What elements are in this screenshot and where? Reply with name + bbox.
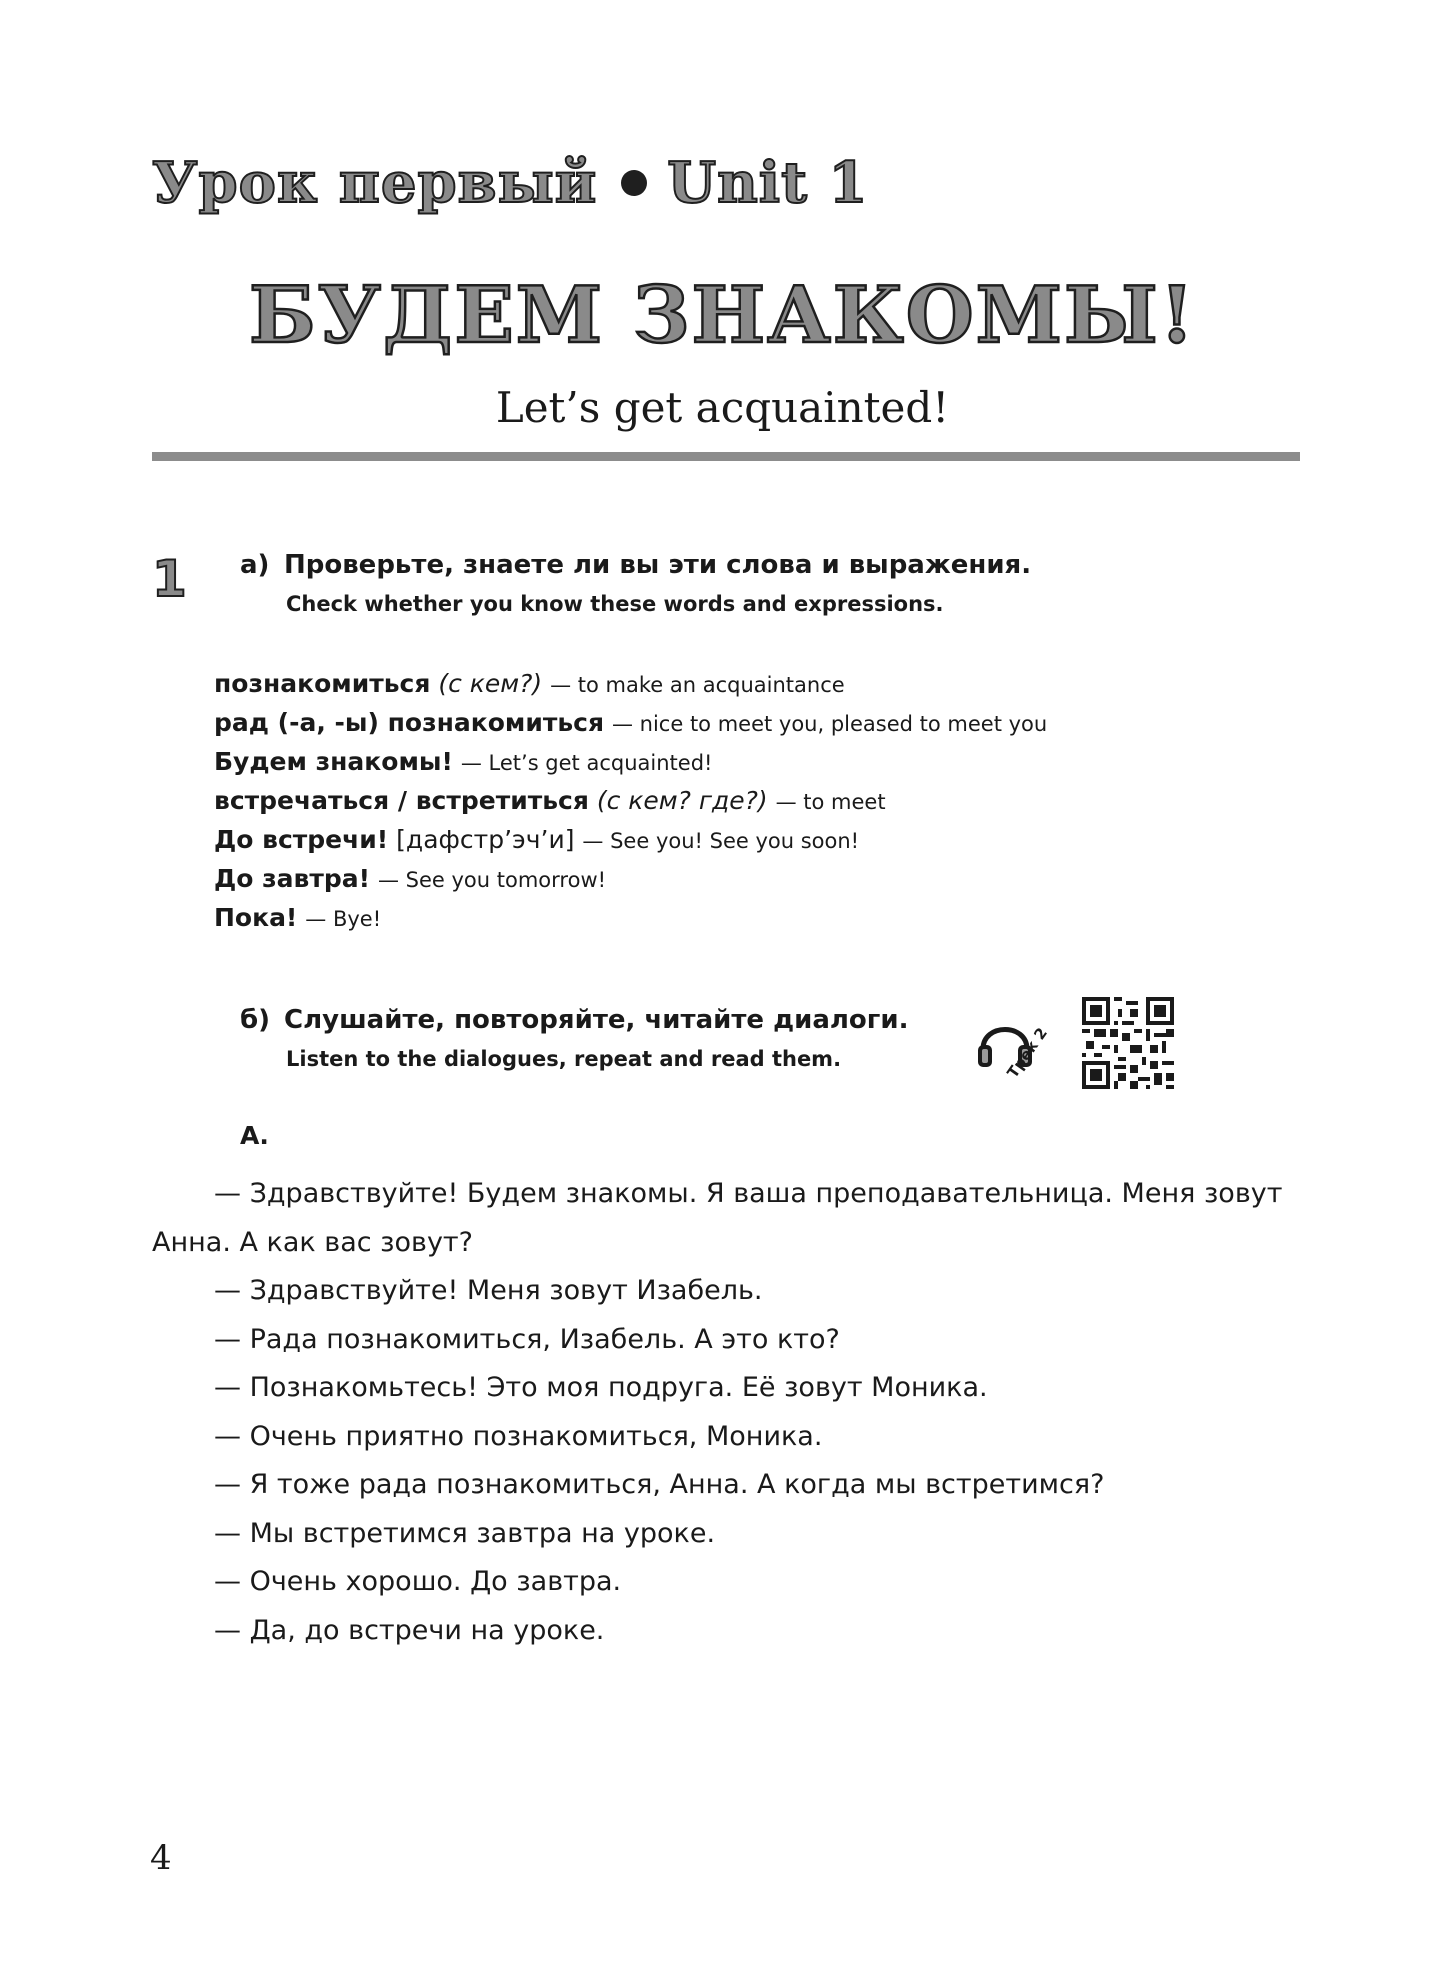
vocab-item: встречаться / встретиться (с кем? где?) — to meet (214, 786, 886, 815)
dialogue-line: — Очень приятно познакомиться, Моника. (214, 1420, 823, 1452)
task-b-instruction-ru: Слушайте, повторяйте, читайте диалоги. (284, 1005, 909, 1035)
dialogue-line: — Да, до встречи на уроке. (214, 1614, 605, 1646)
dialogue-line: — Очень хорошо. До завтра. (214, 1566, 622, 1597)
dialogue-line: — Познакомьтесь! Это моя подруга. Её зовут Моника. (214, 1372, 988, 1403)
dialogue (152, 1170, 1300, 1655)
headphones-icon[interactable] (975, 1005, 1051, 1095)
dialogue-line: Анна. А как вас зовут? (152, 1226, 473, 1258)
task-b-letter: б) (240, 1005, 271, 1035)
task-b-instruction-en: Listen to the dialogues, repeat and read them. (286, 1047, 842, 1071)
dialogue-line: — Рада познакомиться, Изабель. А это кто? (214, 1323, 840, 1355)
qr-code-icon[interactable] (1082, 997, 1174, 1089)
vocabulary-list (214, 665, 1047, 938)
unit-heading-en: Unit 1 (667, 150, 869, 216)
page-number: 4 (150, 1838, 172, 1878)
unit-heading-ru: Урок первый (152, 150, 598, 216)
task-a-letter: а) (240, 550, 270, 580)
dialogue-line: — Я тоже рада познакомиться, Анна. А когда мы встретимся? (214, 1469, 1105, 1500)
vocab-item: Будем знакомы! — Let’s get acquainted! (214, 747, 713, 776)
task-a-instruction-ru: Проверьте, знаете ли вы эти слова и выражения. (284, 550, 1032, 580)
dialogue-line: — Здравствуйте! Меня зовут Изабель. (214, 1275, 763, 1306)
track-label: Трек 2 (1003, 1024, 1051, 1082)
task-a-instruction-en: Check whether you know these words and expressions. (286, 592, 944, 616)
vocab-item: познакомиться (с кем?) — to make an acquaintance (214, 669, 845, 698)
vocab-item: Пока! — Bye! (214, 903, 382, 932)
exercise-number: 1 (152, 550, 187, 608)
title-divider (152, 452, 1300, 461)
page-title: БУДЕМ ЗНАКОМЫ! (249, 270, 1196, 361)
dialogue-line: — Мы встретимся завтра на уроке. (214, 1517, 716, 1549)
vocab-item: До встречи! [дафстр’эч’и] — See you! See you soon! (214, 825, 860, 854)
bullet-icon (621, 170, 647, 196)
dialogue-label: А. (240, 1121, 269, 1150)
vocab-item: рад (-а, -ы) познакомиться — nice to meet you, pleased to meet you (214, 708, 1048, 737)
task-a (240, 550, 1140, 630)
page-subtitle: Let’s get acquainted! (495, 383, 950, 432)
dialogue-line: — Здравствуйте! Будем знакомы. Я ваша преподавательница. Меня зовут (214, 1178, 1283, 1209)
vocab-item: До завтра! — See you tomorrow! (214, 864, 607, 893)
unit-heading (152, 150, 868, 216)
task-b (240, 1005, 960, 1085)
